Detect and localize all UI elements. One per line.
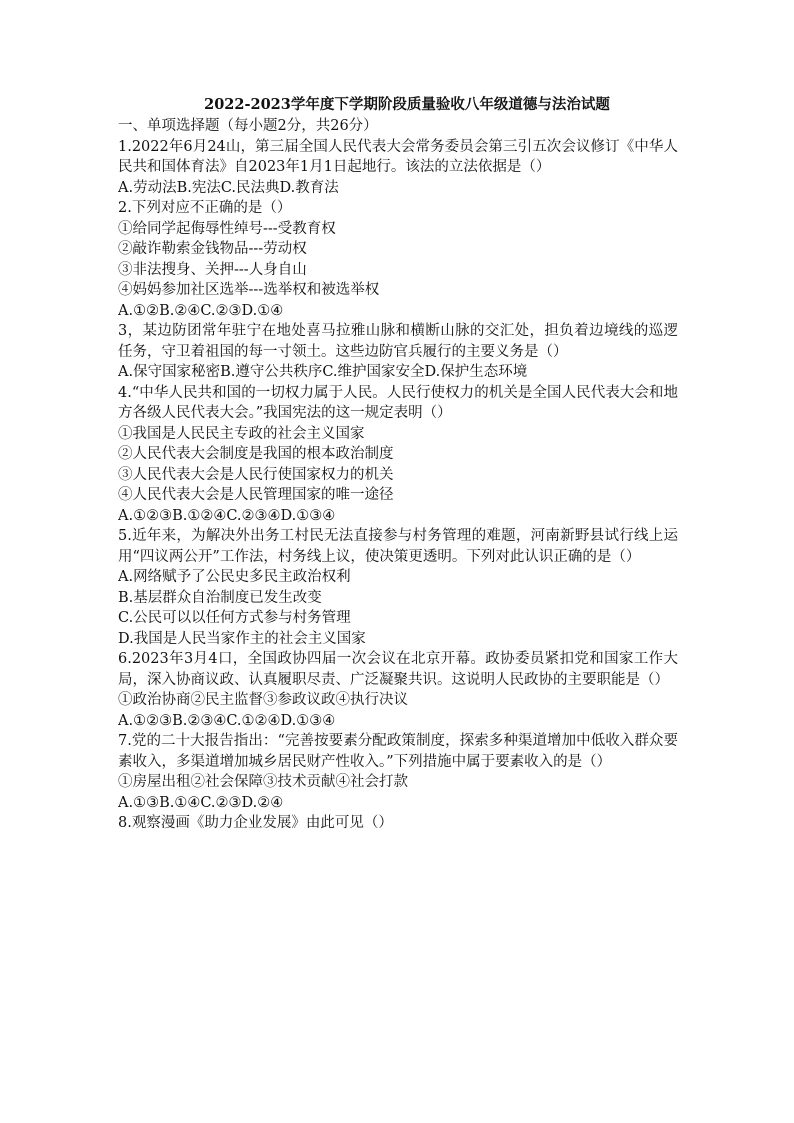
- question-2: [118, 198, 678, 321]
- section-heading: 一、单项选择题（每小题2分，共26分）: [118, 118, 378, 134]
- question-4-options: A.①②③B.①②④C.②③④D.①③④: [118, 507, 336, 524]
- question-1-options: A.劳动法B.宪法C.民法典D.教育法: [118, 179, 339, 196]
- exam-title: 2022-2023学年度下学期阶段质量验收八年级道德与法治试题: [204, 96, 610, 113]
- question-2-options: A.①②B.②④C.②③D.①④: [118, 302, 284, 319]
- question-6-options: A.①②③B.②③④C.①②④D.①③④: [118, 712, 336, 729]
- question-3: [118, 321, 678, 383]
- exam-page: [118, 96, 678, 834]
- question-7-items: ①房屋出租②社会保障③技术贡献④社会打款: [118, 774, 408, 790]
- question-3-options: A.保守国家秘密B.遵守公共秩序C.维护国家安全D.保护生态环境: [118, 364, 528, 380]
- question-6-items: ①政治协商②民主监督③参政议政④执行决议: [118, 692, 408, 708]
- question-4-stem: 4.“中华人民共和国的一切权力属于人民。人民行使权力的机关是全国人民代表大会和地方各级人民代表大会。”我国宪法的这一规定表明（）: [118, 384, 678, 421]
- question-5-option: A.网络赋予了公民史多民主政治权利: [118, 569, 351, 585]
- question-5-option: D.我国是人民当家作主的社会主义国家: [118, 630, 366, 647]
- question-8-stem: 8.观察漫画《助力企业发展》由此可见（）: [118, 815, 393, 831]
- question-2-item: ①给同学起侮辱性绰号---受教育权: [118, 220, 336, 237]
- question-1: [118, 137, 678, 199]
- question-6: [118, 649, 678, 731]
- question-2-item: ②敲诈勒索金钱物品---劳动权: [118, 241, 307, 257]
- question-2-stem: 2.下列对应不正确的是（）: [118, 200, 292, 216]
- question-5-stem: 5.近年来，为解决外出务工村民无法直接参与村务管理的难题，河南新野县试行线上运用“四议两公开”工作法，村务线上议，使决策更透明。下列对此认识正确的是（）: [118, 528, 678, 565]
- question-7-options: A.①③B.①④C.②③D.②④: [118, 794, 284, 811]
- question-5: [118, 526, 678, 649]
- question-4-item: ③人民代表大会是人民行使国家权力的机关: [118, 466, 394, 483]
- question-7-stem: 7.党的二十大报告指出：“完善按要素分配政策制度，探索多种渠道增加中低收入群众要素收入，多渠道增加城乡居民财产性收入。”下列措施中属于要素收入的是（）: [118, 733, 678, 770]
- question-7: [118, 731, 678, 813]
- question-4-item: ④人民代表大会是人民管理国家的唯一途径: [118, 487, 394, 503]
- question-8: [118, 813, 678, 834]
- question-4-item: ②人民代表大会制度是我国的根本政治制度: [118, 446, 394, 462]
- question-3-stem: 3，某边防团常年驻宁在地处喜马拉雅山脉和横断山脉的交汇处，担负着边境线的巡逻任务，守卫着祖国的每一寸领土。这些边防官兵履行的主要义务是（）: [118, 323, 678, 360]
- question-4: [118, 383, 678, 527]
- question-6-stem: 6.2023年3月4口，全国政协四届一次会议在北京开幕。政协委员紧扣党和国家工作大局，深入协商议政、认真履职尽责、广泛凝聚共识。这说明人民政协的主要职能是（）: [118, 651, 678, 688]
- question-5-option: B.基层群众自治制度已发生改变: [118, 589, 322, 606]
- question-1-stem: 1.2022年6月24山，第三届全国人民代表大会常务委员会第三引五次会议修订《中华人民共和国体育法》自2023年1月1日起地行。该法的立法依据是（）: [118, 138, 678, 175]
- question-5-option: C.公民可以以任何方式参与村务管理: [118, 610, 351, 626]
- question-2-item: ③非法搜身、关押---人身自山: [118, 261, 307, 278]
- question-4-item: ①我国是人民民主专政的社会主义国家: [118, 425, 365, 442]
- question-2-item: ④妈妈参加社区选举---选举权和被选举权: [118, 282, 380, 298]
